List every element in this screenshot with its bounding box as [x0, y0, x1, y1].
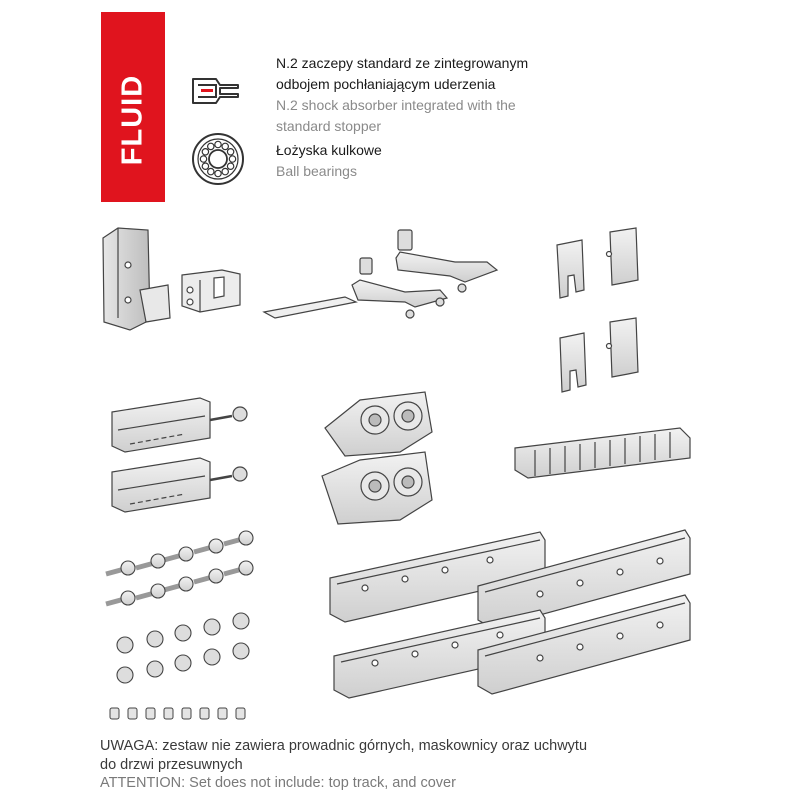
screw-set — [106, 531, 253, 605]
brand-label: FLUID — [116, 74, 149, 166]
feature-bearing-en: Ball bearings — [276, 163, 357, 179]
feature-bearing-pl: Łożyska kulkowe — [276, 142, 382, 158]
note-pl-line2: do drzwi przesuwnych — [100, 756, 243, 773]
roller-carriages — [322, 392, 432, 524]
wall-bracket — [103, 228, 170, 330]
nut-set — [117, 613, 249, 683]
note-en-line1: ATTENTION: Set does not include: top track, and cover — [100, 775, 456, 791]
soft-close-damper — [112, 398, 247, 512]
note-pl-line1: UWAGA: zestaw nie zawiera prowadnic górnych, maskownicy oraz uchwytu — [100, 738, 588, 754]
feature-stopper-pl-line1: N.2 zaczepy standard ze zintegrowanym — [276, 55, 529, 71]
guide-rails — [330, 530, 690, 698]
stopper-pieces — [352, 230, 497, 318]
feature-stopper-pl-line2: odbojem pochłaniającym uderzenia — [276, 76, 496, 92]
feature-stopper-en-line2: standard stopper — [276, 118, 382, 134]
set-screws — [110, 708, 245, 719]
spacer-comb — [515, 428, 690, 478]
u-clip — [182, 270, 240, 312]
feature-stopper-en-line1: N.2 shock absorber integrated with the — [276, 97, 516, 113]
attention-note — [100, 737, 587, 793]
guide-plates — [557, 228, 638, 392]
flat-strip — [264, 297, 356, 318]
